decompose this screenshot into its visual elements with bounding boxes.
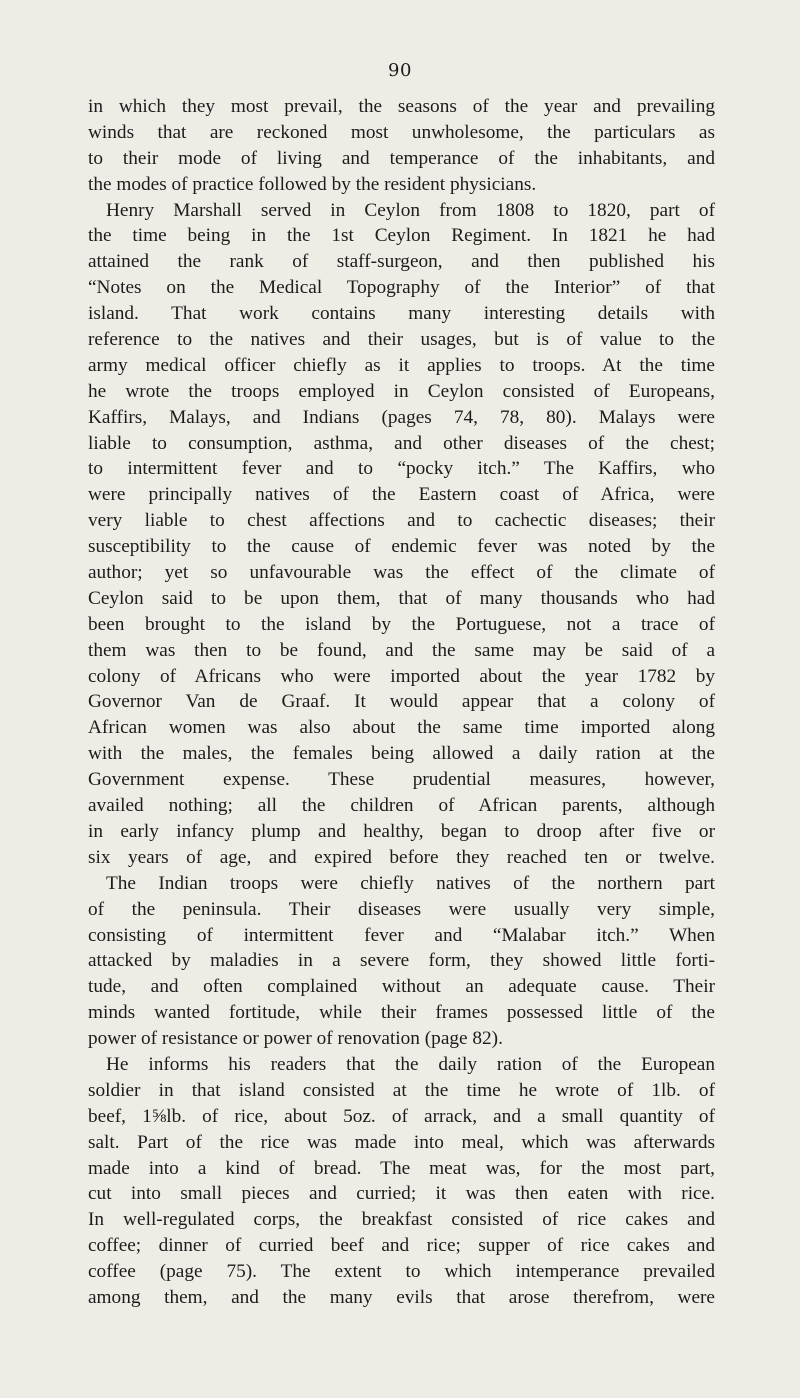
text-line: winds that are reckoned most unwholesome, the particulars as <box>88 121 715 143</box>
text-line: he wrote the troops employed in Ceylon consisted of Europeans, <box>88 380 715 402</box>
text-line: coffee; dinner of curried beef and rice; supper of rice cakes and <box>88 1235 715 1257</box>
text-line: of the peninsula. Their diseases were usually very simple, <box>88 898 715 920</box>
text-line: He informs his readers that the daily ration of the European <box>106 1053 715 1075</box>
text-line: availed nothing; all the children of African parents, although <box>88 795 715 817</box>
text-line: attacked by maladies in a severe form, they showed little forti- <box>88 950 715 972</box>
text-line: among them, and the many evils that arose therefrom, were <box>88 1286 715 1308</box>
text-line: Governor Van de Graaf. It would appear that a colony of <box>88 691 715 713</box>
text-line: the time being in the 1st Ceylon Regiment. In 1821 he had <box>88 225 715 247</box>
text-line: Ceylon said to be upon them, that of many thousands who had <box>88 587 715 609</box>
text-line: been brought to the island by the Portuguese, not a trace of <box>88 613 715 635</box>
text-line: the modes of practice followed by the resident physicians. <box>88 173 537 195</box>
text-line: made into a kind of bread. The meat was, for the most part, <box>88 1157 715 1179</box>
text-line: Kaffirs, Malays, and Indians (pages 74, 78, 80). Malays were <box>88 406 715 428</box>
text-line: island. That work contains many interesting details with <box>88 303 715 325</box>
body-text <box>88 94 715 1311</box>
text-line: colony of Africans who were imported about the year 1782 by <box>88 665 715 687</box>
text-line: African women was also about the same time imported along <box>88 717 715 739</box>
text-line: with the males, the females being allowed a daily ration at the <box>88 743 715 765</box>
text-line: author; yet so unfavourable was the effect of the climate of <box>88 562 715 584</box>
text-line: to their mode of living and temperance of the inhabitants, and <box>88 147 715 169</box>
page-number: 90 <box>388 60 412 81</box>
text-line: cut into small pieces and curried; it was then eaten with rice. <box>88 1183 715 1205</box>
text-line: minds wanted fortitude, while their frames possessed little of the <box>88 1002 715 1024</box>
text-line: in which they most prevail, the seasons of the year and prevailing <box>88 96 715 117</box>
text-line: liable to consumption, asthma, and other diseases of the chest; <box>88 432 715 454</box>
text-line: coffee (page 75). The extent to which intemperance prevailed <box>88 1261 715 1283</box>
text-line: tude, and often complained without an adequate cause. Their <box>88 976 715 998</box>
text-line: were principally natives of the Eastern coast of Africa, were <box>88 484 715 506</box>
text-line: beef, 1⅝lb. of rice, about 5oz. of arrack, and a small quantity of <box>88 1105 715 1127</box>
text-line: army medical officer chiefly as it applies to troops. At the time <box>88 354 715 376</box>
text-line: soldier in that island consisted at the time he wrote of 1lb. of <box>88 1079 715 1101</box>
text-line: six years of age, and expired before they reached ten or twelve. <box>88 846 715 868</box>
text-line: to intermittent fever and to “pocky itch.” The Kaffirs, who <box>88 458 715 480</box>
text-line: susceptibility to the cause of endemic fever was noted by the <box>88 536 715 558</box>
text-line: Henry Marshall served in Ceylon from 1808 to 1820, part of <box>106 199 715 221</box>
text-line: “Notes on the Medical Topography of the Interior” of that <box>88 277 715 299</box>
text-line: The Indian troops were chiefly natives of the northern part <box>106 872 715 894</box>
text-line: in early infancy plump and healthy, began to droop after five or <box>88 820 715 842</box>
text-line: consisting of intermittent fever and “Malabar itch.” When <box>88 924 715 946</box>
text-line: power of resistance or power of renovation (page 82). <box>88 1028 503 1050</box>
text-line: In well-regulated corps, the breakfast consisted of rice cakes and <box>88 1209 715 1231</box>
text-line: them was then to be found, and the same may be said of a <box>88 639 715 661</box>
text-line: salt. Part of the rice was made into meal, which was afterwards <box>88 1131 715 1153</box>
text-line: Government expense. These prudential measures, however, <box>88 769 715 791</box>
text-line: attained the rank of staff-surgeon, and then published his <box>88 251 715 273</box>
text-line: very liable to chest affections and to cachectic diseases; their <box>88 510 715 532</box>
text-line: reference to the natives and their usages, but is of value to the <box>88 329 715 351</box>
